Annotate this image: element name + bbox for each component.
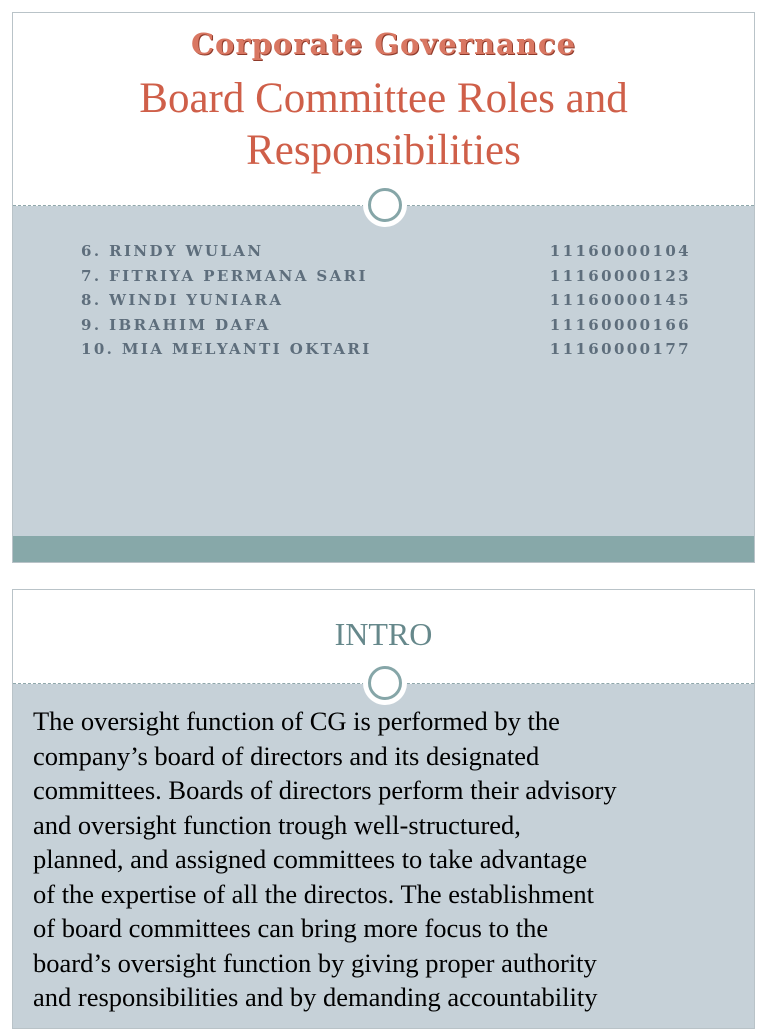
slide-title-line-2: Responsibilities bbox=[246, 127, 521, 174]
intro-body bbox=[13, 684, 754, 1029]
member-id: 11160000104 bbox=[549, 242, 691, 260]
member-name: 7. FITRIYA PERMANA SARI bbox=[81, 266, 368, 285]
member-row bbox=[81, 239, 691, 264]
title-slide bbox=[12, 12, 755, 563]
text-line: and responsibilities and by demanding accountability bbox=[33, 982, 598, 1012]
text-line: The oversight function of CG is performed by the bbox=[33, 706, 560, 736]
member-id: 11160000145 bbox=[549, 291, 691, 310]
member-name: 10. MIA MELYANTI OKTARI bbox=[81, 340, 372, 359]
text-line: committees. Boards of directors perform their advisory bbox=[33, 775, 617, 805]
slide-title-line-1: Board Committee Roles and bbox=[139, 75, 628, 122]
member-row bbox=[81, 313, 691, 338]
text-line: and oversight function trough well-structured, bbox=[33, 809, 521, 840]
text-line: planned, and assigned committees to take advantage bbox=[33, 844, 588, 874]
member-name: 8. WINDI YUNIARA bbox=[81, 291, 284, 310]
member-name: 9. IBRAHIM DAFA bbox=[81, 315, 271, 334]
title-area bbox=[13, 13, 754, 206]
text-line: of board committees can bring more focus to the bbox=[33, 913, 549, 943]
intro-paragraph bbox=[33, 704, 745, 1015]
slide-supertitle: Corporate Governance bbox=[190, 27, 577, 61]
member-list-area bbox=[13, 206, 754, 538]
member-id: 11160000166 bbox=[549, 315, 691, 334]
circle-ornament-icon bbox=[363, 183, 407, 227]
text-line: of the expertise of all the directos. The establishment bbox=[33, 878, 594, 909]
member-id: 11160000177 bbox=[549, 340, 691, 359]
text-line: board’s oversight function by giving proper authority bbox=[33, 947, 597, 978]
text-line: company’s board of directors and its designated bbox=[33, 740, 540, 771]
member-list bbox=[81, 239, 691, 362]
member-row bbox=[81, 264, 691, 289]
intro-slide bbox=[12, 589, 755, 1029]
member-id: 11160000123 bbox=[549, 266, 691, 285]
footer-band bbox=[13, 536, 754, 562]
member-row bbox=[81, 337, 691, 362]
slide-title bbox=[13, 73, 754, 177]
member-name: 6. RINDY WULAN bbox=[81, 242, 264, 260]
intro-title: INTRO bbox=[334, 616, 433, 652]
circle-ornament-icon bbox=[363, 661, 407, 705]
member-row bbox=[81, 288, 691, 313]
